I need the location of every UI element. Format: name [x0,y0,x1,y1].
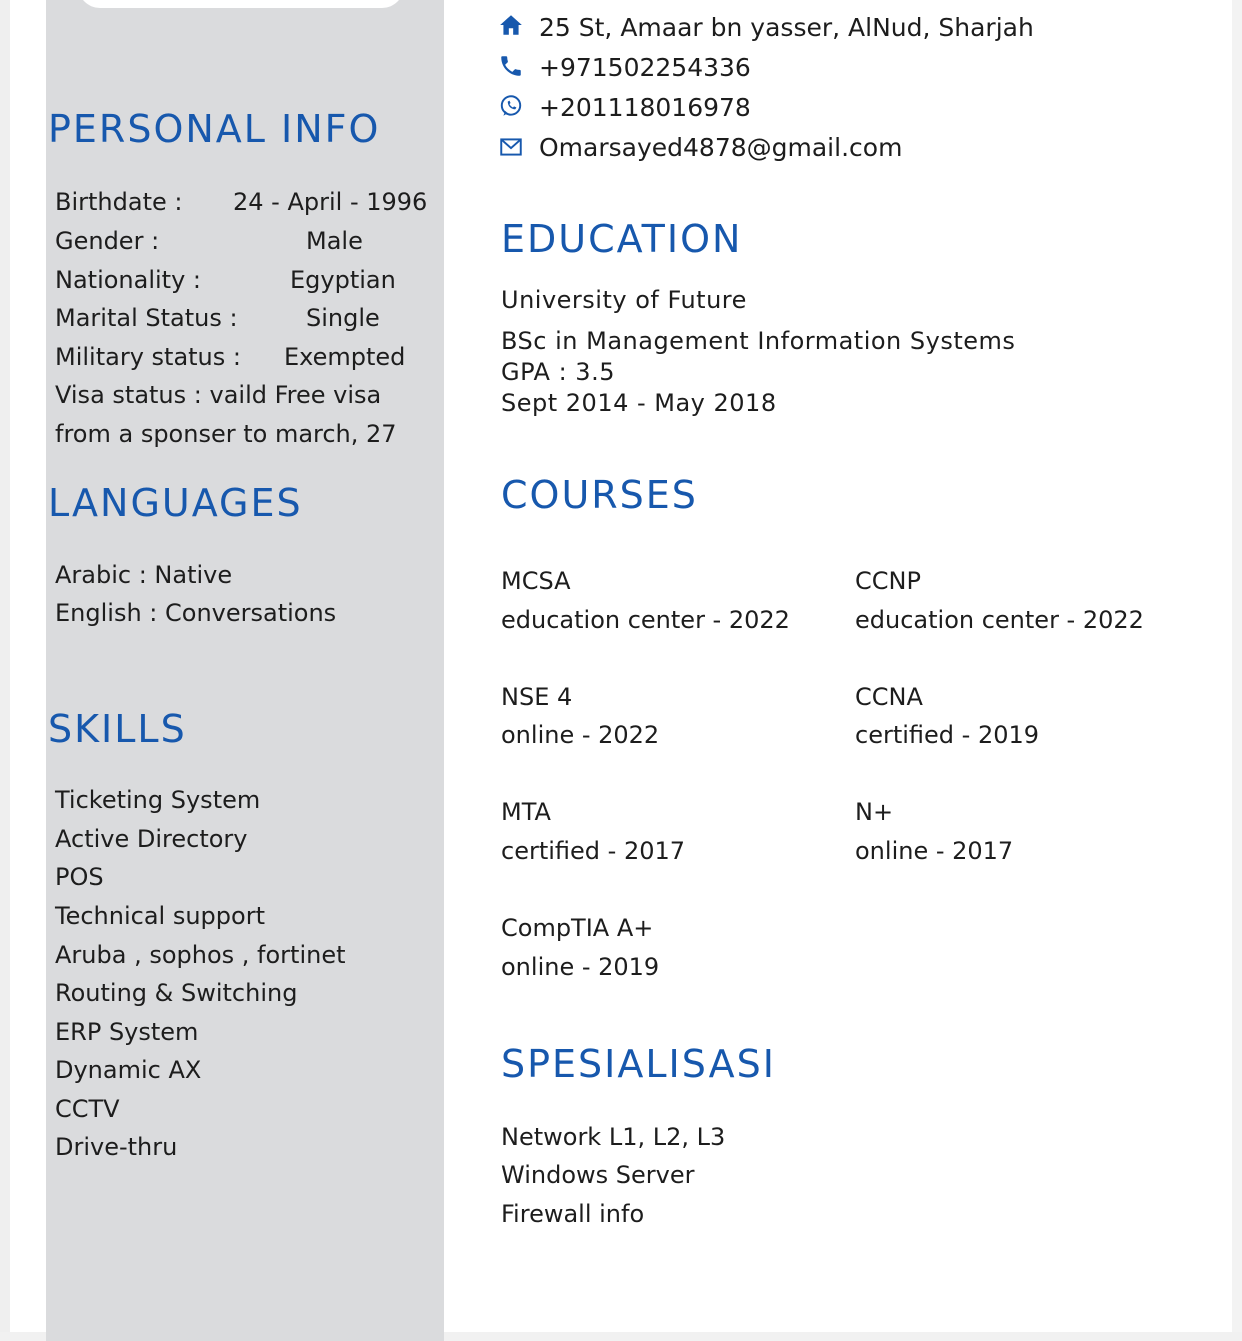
course-detail: online - 2022 [501,721,660,749]
marital-status-value: Single [306,304,380,332]
course-detail: education center - 2022 [855,606,1144,634]
skill-item: Aruba , sophos , fortinet [55,941,346,969]
personal-info-heading: PERSONAL INFO [48,107,381,151]
education-school: University of Future [501,286,747,314]
skill-item: Routing & Switching [55,979,298,1007]
course-name: MCSA [501,567,571,595]
education-gpa: GPA : 3.5 [501,358,615,386]
skill-item: Ticketing System [55,786,261,814]
skill-item: POS [55,863,104,891]
language-english: English : Conversations [55,599,337,627]
skill-item: Drive-thru [55,1133,178,1161]
address-text: 25 St, Amaar bn yasser, AlNud, Sharjah [539,13,1034,42]
phone-icon [498,53,524,79]
courses-heading: COURSES [501,473,698,517]
course-detail: online - 2017 [855,837,1014,865]
course-detail: education center - 2022 [501,606,790,634]
whatsapp-text[interactable]: +201118016978 [539,93,751,122]
specialization-heading: SPESIALISASI [501,1042,776,1086]
course-name: CCNA [855,683,923,711]
education-degree: BSc in Management Information Systems [501,327,1016,355]
course-name: CCNP [855,567,921,595]
languages-heading: LANGUAGES [48,481,303,525]
page-edge-right [1232,0,1242,1341]
language-arabic: Arabic : Native [55,561,233,589]
course-name: N+ [855,798,894,826]
skill-item: Dynamic AX [55,1056,202,1084]
specialization-item: Firewall info [501,1200,645,1228]
course-detail: certified - 2017 [501,837,686,865]
skill-item: Active Directory [55,825,248,853]
military-status-label: Military status : [55,343,241,371]
course-detail: certified - 2019 [855,721,1040,749]
skill-item: ERP System [55,1018,199,1046]
marital-status-label: Marital Status : [55,304,238,332]
course-name: CompTIA A+ [501,914,654,942]
education-dates: Sept 2014 - May 2018 [501,389,777,417]
military-status-value: Exempted [284,343,406,371]
visa-status-line2: from a sponser to march, 27 [55,420,397,448]
phone-text[interactable]: +971502254336 [539,53,751,82]
whatsapp-icon [498,93,524,119]
skill-item: CCTV [55,1095,120,1123]
gender-label: Gender : [55,227,160,255]
nationality-value: Egyptian [290,266,396,294]
email-text[interactable]: Omarsayed4878@gmail.com [539,133,903,162]
gender-value: Male [306,227,363,255]
course-name: NSE 4 [501,683,573,711]
course-detail: online - 2019 [501,953,660,981]
education-heading: EDUCATION [501,217,743,261]
skills-heading: SKILLS [48,707,187,751]
specialization-item: Windows Server [501,1161,695,1189]
email-icon [498,134,524,160]
course-name: MTA [501,798,551,826]
birthdate-value: 24 - April - 1996 [233,188,428,216]
specialization-item: Network L1, L2, L3 [501,1123,726,1151]
visa-status-line1: Visa status : vaild Free visa [55,381,382,409]
birthdate-label: Birthdate : [55,188,183,216]
home-icon [498,12,524,38]
nationality-label: Nationality : [55,266,202,294]
page-edge-left [0,0,10,1341]
profile-photo-frame [78,0,404,8]
skill-item: Technical support [55,902,265,930]
